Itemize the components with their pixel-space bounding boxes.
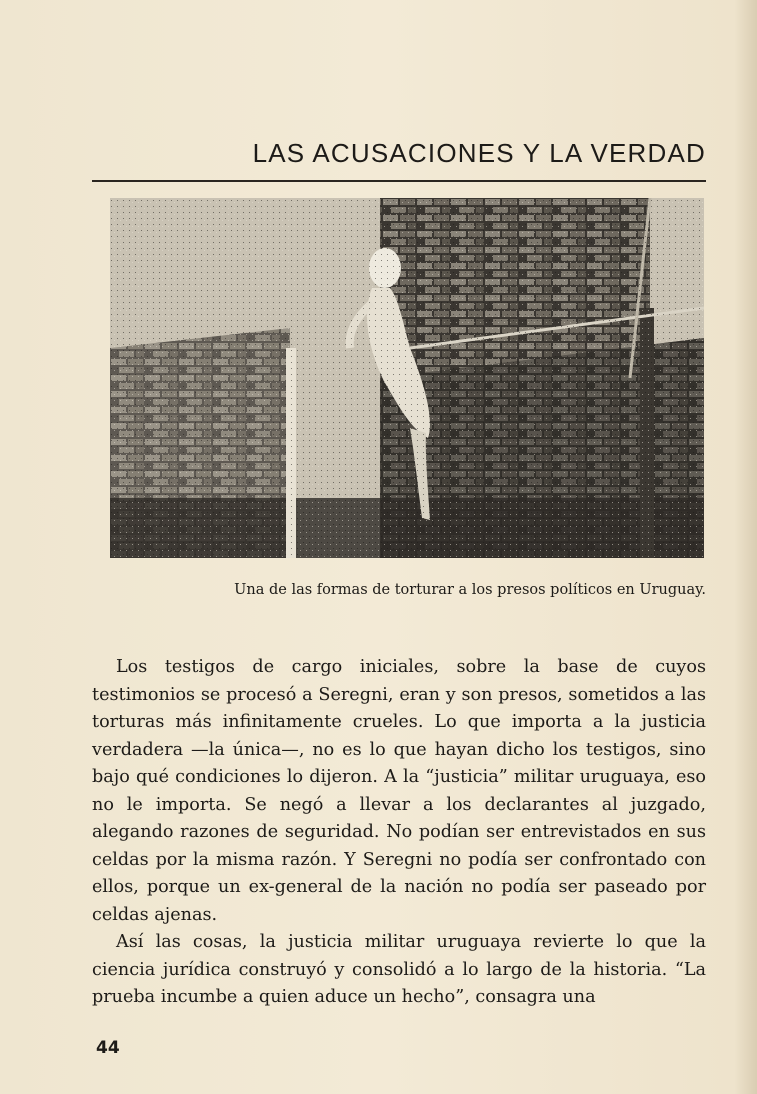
page-number: 44 bbox=[96, 1038, 120, 1058]
photograph bbox=[110, 198, 704, 558]
chapter-title: LAS ACUSACIONES Y LA VERDAD bbox=[252, 138, 706, 168]
paragraph: Los testigos de cargo iniciales, sobre la base de cuyos testimonios se procesó a Seregni, eran y son presos, sometidos a las torturas más infinitamente crueles. Lo que importa a la justicia verdadera —la única—, no es lo que hayan dicho los testigos, sino bajo qué condiciones lo dijeron. A la “justicia” militar uruguaya, eso no le importa. Se negó a llevar a los declarantes al juzgado, alegando razones de seguridad. No podían ser entrevistados en sus celdas por la misma razón. Y Seregni no podía ser confrontado con ellos, porque un ex-general de la nación no podía ser paseado por celdas ajenas. bbox=[92, 657, 706, 925]
title-rule bbox=[92, 180, 706, 182]
paragraph: Así las cosas, la justicia militar uruguaya revierte lo que la ciencia jurídica construyó y consolidó a lo largo de la historia. “La prueba incumbe a quien aduce un hecho”, consagra una bbox=[92, 932, 706, 1007]
photo-caption: Una de las formas de torturar a los presos políticos en Uruguay. bbox=[234, 582, 706, 598]
body-text bbox=[92, 654, 706, 1012]
